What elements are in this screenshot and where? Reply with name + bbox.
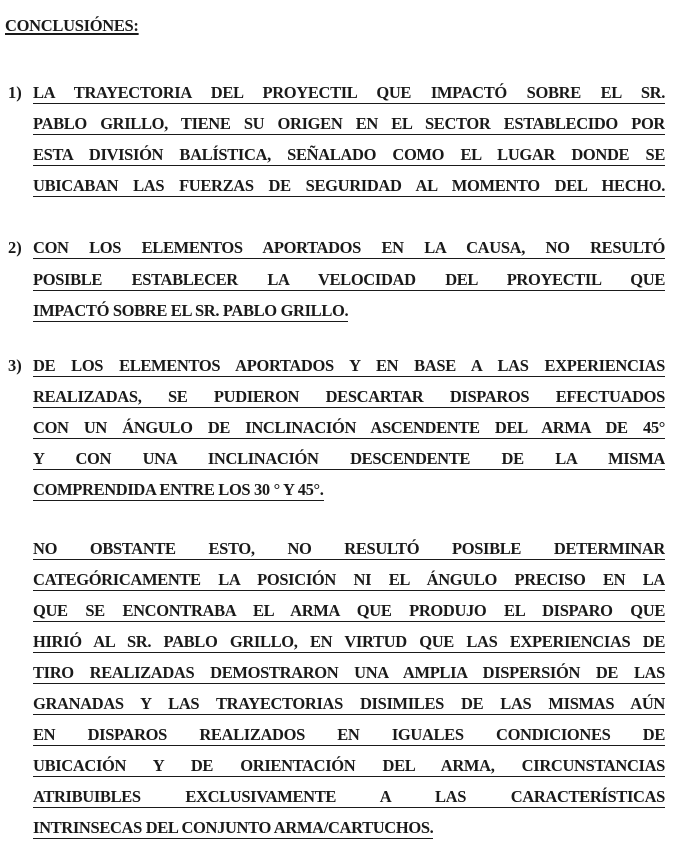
item-2-line: IMPACTÓ SOBRE EL SR. PABLO GRILLO. xyxy=(33,301,349,320)
item-1-line: LA TRAYECTORIA DEL PROYECTIL QUE IMPACTÓ SOBRE EL SR. xyxy=(33,83,665,102)
item-3-line: DE LOS ELEMENTOS APORTADOS Y EN BASE A LAS EXPERIENCIAS xyxy=(33,356,665,375)
item-2-line: CON LOS ELEMENTOS APORTADOS EN LA CAUSA, NO RESULTÓ xyxy=(33,238,665,257)
paragraph-line: CATEGÓRICAMENTE LA POSICIÓN NI EL ÁNGULO PRECISO EN LA xyxy=(33,570,665,589)
item-3-line: CON UN ÁNGULO DE INCLINACIÓN ASCENDENTE DEL ARMA DE 45° xyxy=(33,418,665,437)
item-1-line: UBICABAN LAS FUERZAS DE SEGURIDAD AL MOMENTO DEL HECHO. xyxy=(33,176,665,195)
item-2-line: POSIBLE ESTABLECER LA VELOCIDAD DEL PROYECTIL QUE xyxy=(33,270,665,289)
item-1-number: 1) xyxy=(8,83,22,102)
paragraph-line: UBICACIÓN Y DE ORIENTACIÓN DEL ARMA, CIRCUNSTANCIAS xyxy=(33,756,665,775)
item-3-line: REALIZADAS, SE PUDIERON DESCARTAR DISPAROS EFECTUADOS xyxy=(33,387,665,406)
paragraph-line: ATRIBUIBLES EXCLUSIVAMENTE A LAS CARACTERÍSTICAS xyxy=(33,787,665,806)
paragraph-line: HIRIÓ AL SR. PABLO GRILLO, EN VIRTUD QUE LAS EXPERIENCIAS DE xyxy=(33,632,665,651)
paragraph-line: QUE SE ENCONTRABA EL ARMA QUE PRODUJO EL DISPARO QUE xyxy=(33,601,665,620)
paragraph-line: EN DISPAROS REALIZADOS EN IGUALES CONDICIONES DE xyxy=(33,725,665,744)
paragraph-line: NO OBSTANTE ESTO, NO RESULTÓ POSIBLE DETERMINAR xyxy=(33,539,665,558)
conclusions-title: CONCLUSIÓNES: xyxy=(5,16,139,35)
paragraph-line: INTRINSECAS DEL CONJUNTO ARMA/CARTUCHOS. xyxy=(33,818,434,837)
paragraph-line: GRANADAS Y LAS TRAYECTORIAS DISIMILES DE LAS MISMAS AÚN xyxy=(33,694,665,713)
item-3-line: Y CON UNA INCLINACIÓN DESCENDENTE DE LA MISMA xyxy=(33,449,665,468)
item-3-number: 3) xyxy=(8,356,22,375)
item-1-line: ESTA DIVISIÓN BALÍSTICA, SEÑALADO COMO EL LUGAR DONDE SE xyxy=(33,145,665,164)
item-1-line: PABLO GRILLO, TIENE SU ORIGEN EN EL SECTOR ESTABLECIDO POR xyxy=(33,114,665,133)
item-2-number: 2) xyxy=(8,238,22,257)
paragraph-line: TIRO REALIZADAS DEMOSTRARON UNA AMPLIA DISPERSIÓN DE LAS xyxy=(33,663,665,682)
item-3-line: COMPRENDIDA ENTRE LOS 30 ° Y 45°. xyxy=(33,480,324,499)
